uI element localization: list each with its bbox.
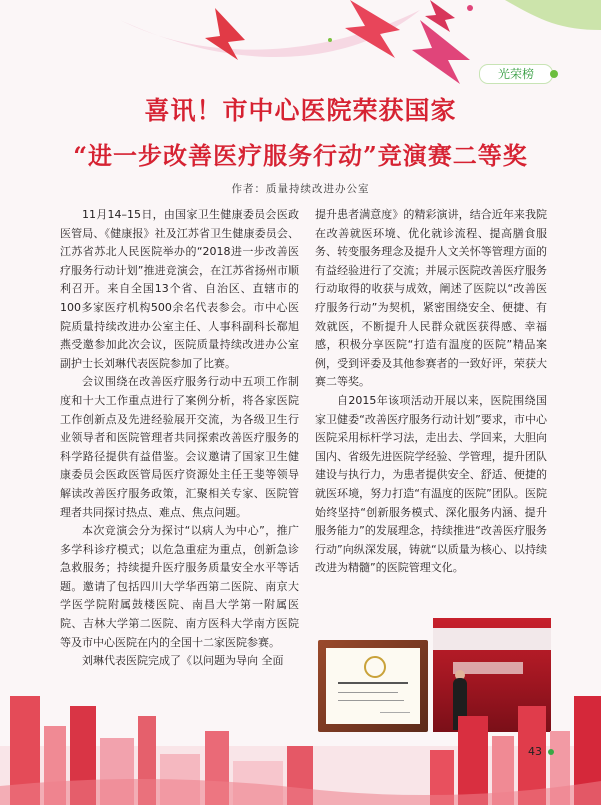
small-bird xyxy=(425,0,455,32)
left-column xyxy=(60,206,299,671)
paragraph: 提升患者满意度》的精彩演讲，结合近年来我院在改善就医环境、优化就诊流程、提高膳食服务、转变服务理念及提升人文关怀等管理方面的有益经验进行了交流；并展示医院改善医疗服务行动取得的收获与成效，阐述了医院以“改善医疗服务行动”为契机，紧密围绕安全、便捷、有效就医，不断提升人民群众就医获得感、幸福感，积极分享医院“打造有温度的医院”精品案例，受到评委及其他参赛者的一致好评，荣获大赛二等奖。 xyxy=(315,208,547,389)
page-number-dot-icon xyxy=(548,749,554,755)
city-skyline-decoration xyxy=(0,676,601,805)
pink-dot xyxy=(467,5,473,11)
pink-bird xyxy=(412,20,470,84)
green-leaf xyxy=(505,0,601,30)
paragraph: 11月14–15日，由国家卫生健康委员会医政医管局、《健康报》社及江苏省卫生健康委员会、江苏省苏北人民医院举办的“2018进一步改善医疗服务行动计划”推进竞演会，在江苏省扬州市顺利召开。来自全国13个省、自治区、直辖市的100多家医疗机构500余名代表参会。市中心医院质量持续改进办公室主任、人事科副科长郗旭燕受邀参加此次会议，医院质量持续改进办公室副护士长刘琳代表医院参加了比赛。 xyxy=(60,208,299,370)
article-title-line1: 喜讯！市中心医院荣获国家 xyxy=(144,96,457,125)
stage-banner xyxy=(433,628,551,650)
red-bird-center xyxy=(345,0,400,58)
page-number: 43 xyxy=(528,745,542,758)
paragraph: 刘琳代表医院完成了《以问题为导向 全面 xyxy=(82,654,284,668)
section-tag xyxy=(479,64,553,84)
paragraph: 本次竞演会分为探讨“以病人为中心”，推广多学科诊疗模式；以危急重症为重点，创新急诊急救服务；持续提升医疗服务质量安全水平等话题。邀请了包括四川大学华西第二医院、南京大学医学院附属鼓楼医院、南昌大学第一附属医院、吉林大学第二医院、南方医科大学南方医院等及市中心医院在内的全国十二家医院参赛。 xyxy=(60,524,299,649)
right-column xyxy=(315,206,547,578)
green-dot-icon xyxy=(550,70,558,78)
green-dot xyxy=(328,38,332,42)
paragraph: 会议围绕在改善医疗服务行动中五项工作制度和十大工作重点进行了案例分析，将各家医院工作创新点及先进经验展开交流，为各级卫生行业领导者和医院管理者共同探索改善医疗服务的科学路径提供有益借鉴。会议邀请了国家卫生健康委员会医政医管局医疗资源处主任王斐等领导解读改善医疗服务政策，汇聚相关专家、医院管理者共同探讨热点、难点、焦点问题。 xyxy=(60,375,299,519)
paragraph: 自2015年该项活动开展以来，医院围绕国家卫健委“改善医疗服务行动计划”要求，市中心医院采用标杆学习法，走出去、学回来，大胆向国内、省级先进医院学经验、学管理，提升团队建设与执行力，为患者提供安全、舒适、便捷的就医环境，努力打造“有温度的医院”团队。医院始终坚持“创新服务模式、深化服务内涵、提升服务能力”的发展理念，持续推进“改善医疗服务行动”向纵深发展，铸就“以质量为核心、以持续改进为精髓”的医院管理文化。 xyxy=(315,393,547,575)
article-author: 作者：质量持续改进办公室 xyxy=(231,183,370,195)
article-title-line2: “进一步改善医疗服务行动”竞演赛二等奖 xyxy=(73,141,528,170)
seal-icon xyxy=(364,656,386,678)
section-tag-label: 光荣榜 xyxy=(497,67,534,81)
